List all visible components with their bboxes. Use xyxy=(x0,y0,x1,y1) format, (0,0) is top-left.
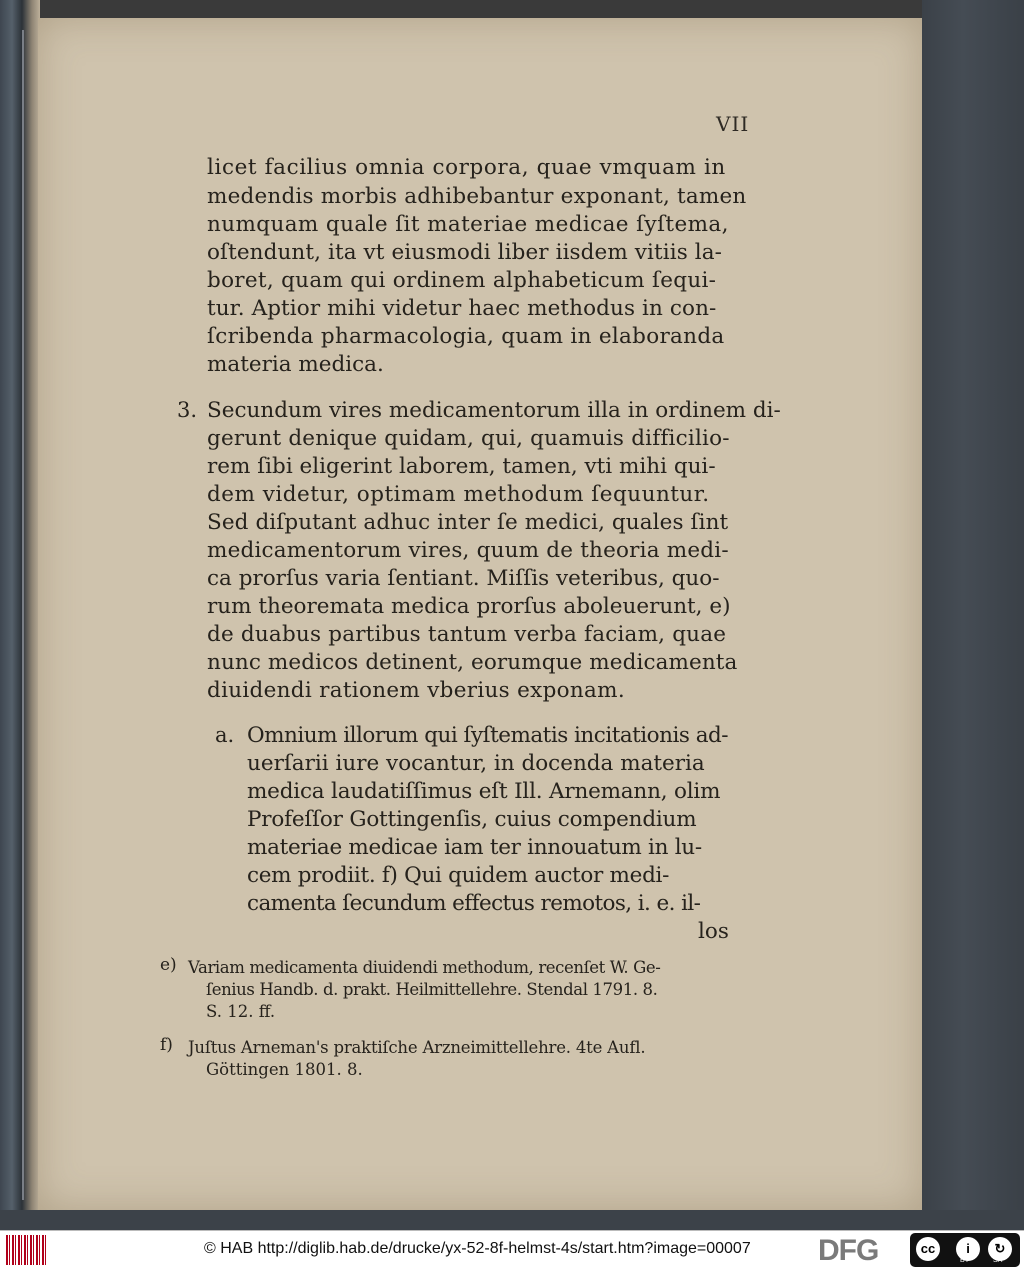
text-line: medendis morbis adhibebantur exponant, tamen xyxy=(207,184,747,209)
footnote-line: Juſtus Arneman's praktiſche Arzneimittellehre. 4te Aufl. xyxy=(188,1038,646,1057)
cc-sa-label: SA xyxy=(993,1257,1003,1264)
scan-background-right xyxy=(922,0,1024,1230)
cc-icon: cc xyxy=(916,1237,940,1261)
text-line: de duabus partibus tantum verba faciam, quae xyxy=(207,622,727,647)
text-line: Profeſſor Gottingenſis, cuius compendium xyxy=(247,807,697,832)
text-line: Sed diſputant adhuc inter ſe medici, quales ſint xyxy=(207,510,729,535)
sa-icon: ↻ xyxy=(988,1237,1012,1261)
footnote-marker: e) xyxy=(160,955,177,975)
footnote-line: Göttingen 1801. 8. xyxy=(206,1060,363,1079)
text-line: numquam quale ſit materiae medicae ſyſtema, xyxy=(207,212,729,237)
text-line: uerſarii iure vocantur, in docenda materia xyxy=(247,751,705,776)
dfg-logo[interactable]: DFG xyxy=(818,1234,879,1267)
book-binding xyxy=(0,0,40,1230)
page-number: VII xyxy=(716,112,750,136)
catchword: los xyxy=(698,919,729,944)
text-line: gerunt denique quidam, qui, quamuis difficilio- xyxy=(207,426,730,451)
by-icon: i xyxy=(956,1237,980,1261)
cc-by-label: BY xyxy=(960,1257,970,1264)
text-line: camenta ſecundum effectus remotos, i. e. il- xyxy=(247,891,701,916)
binding-edge xyxy=(22,30,24,1200)
scan-background-bottom xyxy=(0,1210,1024,1230)
footnote-marker: f) xyxy=(160,1035,173,1055)
footnote-line: S. 12. ff. xyxy=(206,1002,276,1021)
text-line: cem prodiit. f) Qui quidem auctor medi- xyxy=(247,863,670,888)
footer-bar xyxy=(0,1230,1024,1269)
text-line: ca prorſus varia ſentiant. Miſſis veteribus, quo- xyxy=(207,566,720,591)
section-marker: 3. xyxy=(177,398,198,422)
copyright-link[interactable]: © HAB http://diglib.hab.de/drucke/yx-52-8f-helmst-4s/start.htm?image=00007 xyxy=(204,1240,751,1257)
text-line: licet facilius omnia corpora, quae vmquam in xyxy=(207,155,726,180)
footnote-line: Variam medicamenta diuidendi methodum, recenſet W. Ge- xyxy=(188,958,661,977)
text-line: materia medica. xyxy=(207,352,384,377)
text-line: oſtendunt, ita vt eiusmodi liber iisdem vitiis la- xyxy=(207,240,723,265)
text-line: rum theoremata medica prorſus aboleuerunt, e) xyxy=(207,594,731,619)
barcode-icon xyxy=(6,1235,48,1265)
text-line: ſcribenda pharmacologia, quam in elaboranda xyxy=(207,324,725,349)
text-line: Omnium illorum qui ſyſtematis incitationis ad- xyxy=(247,723,729,748)
subsection-marker: a. xyxy=(215,723,235,747)
text-line: diuidendi rationem vberius exponam. xyxy=(207,678,625,703)
text-line: Secundum vires medicamentorum illa in ordinem di- xyxy=(207,398,781,423)
footnote-line: ſenius Handb. d. prakt. Heilmittellehre. Stendal 1791. 8. xyxy=(206,980,658,999)
text-line: tur. Aptior mihi videtur haec methodus in con- xyxy=(207,296,717,321)
text-line: rem ſibi eligerint laborem, tamen, vti mihi qui- xyxy=(207,454,716,479)
cc-license-badge[interactable] xyxy=(910,1233,1020,1267)
text-line: medicamentorum vires, quum de theoria medi- xyxy=(207,538,729,563)
text-line: nunc medicos detinent, eorumque medicamenta xyxy=(207,650,738,675)
text-line: dem videtur, optimam methodum ſequuntur. xyxy=(207,482,710,507)
text-line: boret, quam qui ordinem alphabeticum ſequi- xyxy=(207,268,717,293)
text-line: medica laudatiſſimus eſt Ill. Arnemann, olim xyxy=(247,779,721,804)
text-line: materiae medicae iam ter innouatum in lu- xyxy=(247,835,702,860)
